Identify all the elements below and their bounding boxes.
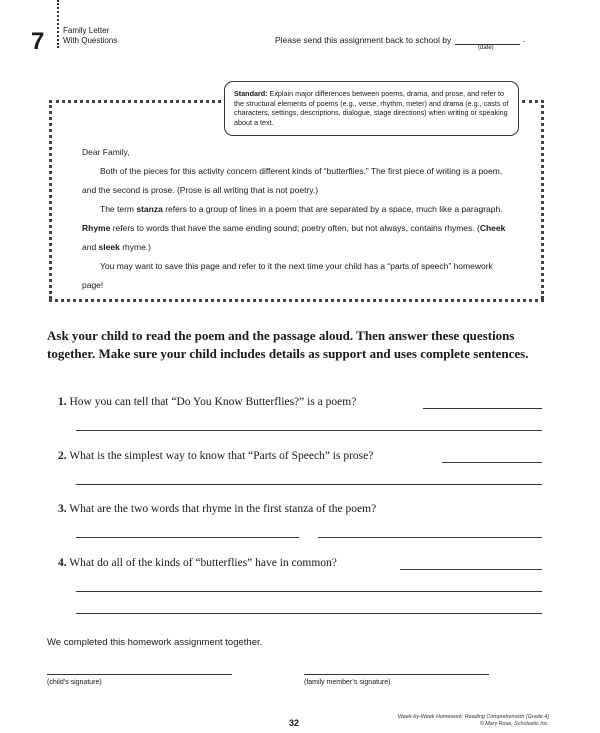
term-rhyme: Rhyme: [82, 223, 111, 233]
standard-text: Explain major differences between poems, drama, and prose, and refer to the structural elements of poems (e.g., verse, rhythm, meter) and drama (e.g., casts of characters, settings, descriptions, dialogue, stage directions) when writing or speaking about a text.: [234, 89, 509, 127]
term-stanza: stanza: [136, 204, 163, 214]
credit-line-2: © Mary Rose, Scholastic Inc.: [479, 721, 549, 727]
answer-line[interactable]: [318, 537, 542, 538]
completion-note: We completed this homework assignment together.: [47, 637, 263, 648]
lesson-title-line2: With Questions: [63, 36, 118, 45]
letter-paragraph-3: You may want to save this page and refer to it the next time your child has a “parts of speech” homework page!: [82, 261, 493, 290]
question-1: [58, 396, 356, 408]
family-letter: [82, 143, 512, 295]
answer-line[interactable]: [76, 537, 299, 538]
child-signature-label: (child’s signature): [47, 679, 102, 686]
lesson-title-line1: Family Letter: [63, 26, 110, 35]
question-number: 1.: [58, 396, 67, 408]
question-number: 4.: [58, 557, 67, 569]
lesson-number: 7: [31, 28, 45, 55]
answer-line[interactable]: [76, 591, 542, 592]
question-number: 3.: [58, 503, 67, 515]
date-label: (date): [478, 45, 494, 51]
credit: [376, 714, 549, 728]
question-4: [58, 557, 337, 569]
letter-box-right: [541, 100, 544, 299]
header-divider: [57, 0, 59, 48]
answer-line[interactable]: [76, 613, 542, 614]
answer-line[interactable]: [442, 462, 542, 463]
answer-line[interactable]: [423, 408, 542, 409]
answer-line[interactable]: [76, 484, 542, 485]
family-signature-line[interactable]: [304, 674, 489, 675]
child-signature-line[interactable]: [47, 674, 232, 675]
letter-box-top-left: [49, 100, 221, 103]
question-text: What is the simplest way to know that “Parts of Speech” is prose?: [69, 450, 374, 462]
letter-greeting: Dear Family,: [82, 147, 130, 157]
question-2: [58, 450, 373, 462]
question-text: How you can tell that “Do You Know Butterflies?” is a poem?: [69, 396, 357, 408]
word-sleek: sleek: [98, 242, 120, 252]
question-3: [58, 503, 376, 515]
page-number: 32: [289, 718, 300, 728]
answer-line[interactable]: [400, 569, 542, 570]
letter-box-bottom: [49, 299, 544, 302]
lesson-title: [63, 26, 117, 46]
word-cheek: Cheek: [479, 223, 506, 233]
family-signature-label: (family member’s signature): [304, 679, 391, 686]
standard-label: Standard:: [234, 89, 268, 98]
instructions: Ask your child to read the poem and the passage aloud. Then answer these questions together. Make sure your child includes details as support and uses complete sentences.: [47, 328, 529, 361]
letter-box-left: [49, 100, 52, 299]
question-number: 2.: [58, 450, 67, 462]
letter-paragraph-1: Both of the pieces for this activity concern different kinds of “butterflies.” The first piece of writing is a poem, and the second is prose. (Prose is all writing that is not poetry.): [82, 166, 503, 195]
question-text: What are the two words that rhyme in the first stanza of the poem?: [69, 503, 377, 515]
question-text: What do all of the kinds of “butterflies” have in common?: [69, 557, 337, 569]
standard-box: [224, 81, 519, 136]
send-back-instruction: Please send this assignment back to school by: [275, 35, 452, 45]
credit-line-1: Week-by-Week Homework: Reading Comprehension (Grade 4): [397, 714, 549, 720]
letter-paragraph-2: The term stanza refers to a group of lines in a poem that are separated by a space, much like a paragraph. Rhyme refers to words that have the same ending sound; poetry often, but not always, contains rhymes. (Cheek and sleek rhyme.): [82, 204, 506, 252]
send-back-period: .: [523, 34, 526, 44]
answer-line[interactable]: [76, 430, 542, 431]
